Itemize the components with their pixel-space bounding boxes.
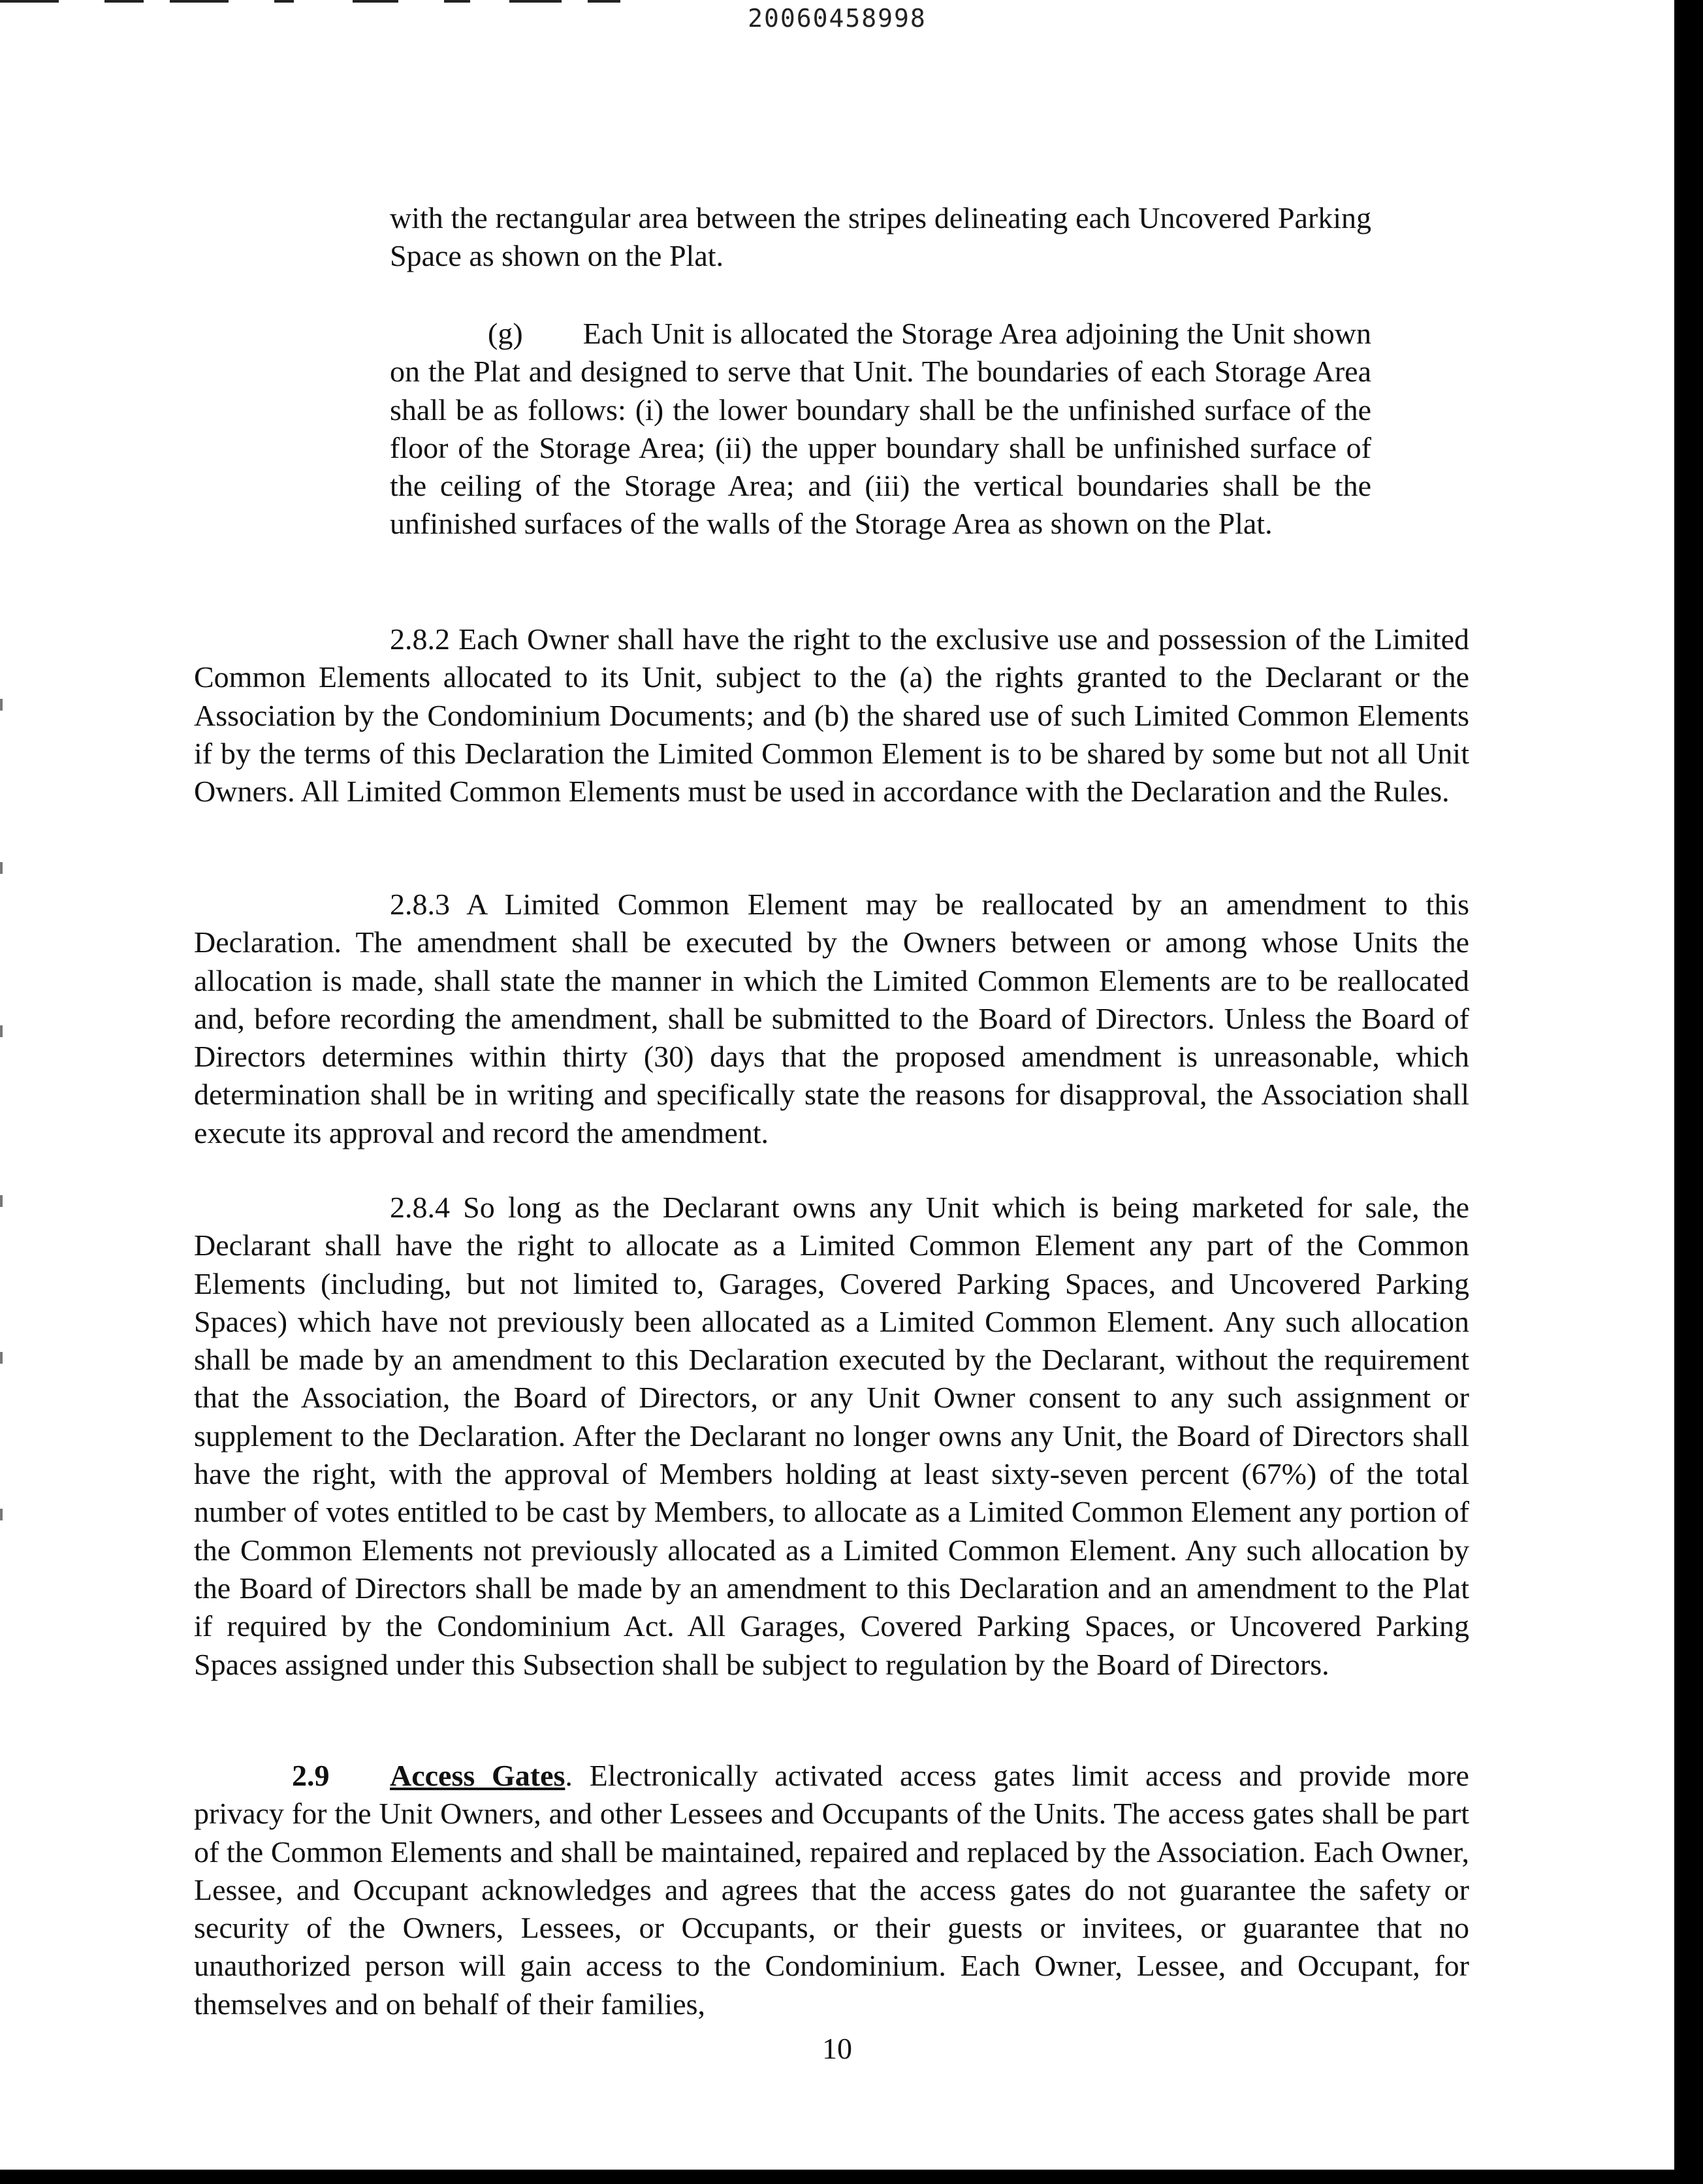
scan-top-rule [104,0,144,3]
page-number: 10 [822,2032,852,2065]
document-number: 20060458998 [748,4,927,33]
section-number: 2.9 [292,1759,330,1792]
paragraph-2-8-2: 2.8.2 Each Owner shall have the right to the exclusive use and possession of the Limited Common Elements allocated to its Unit, subject to the (a) the rights granted to the Declarant or the Association by the Condominium Documents; and (b) the shared use of such Limited Common Elements if by the terms of this Declaration the Limited Common Element is to be shared by some but not all Unit Owners. All Limited Common Elements must be used in accordance with the Declaration and the Rules. [194,622,1469,809]
paragraph-2-8-4: 2.8.4 So long as the Declarant owns any Unit which is being marketed for sale, the Declarant shall have the right to allocate as a Limited Common Element any part of the Common Elements (including, but not limited to, Garages, Covered Parking Spaces, and Uncovered Parking Spaces) which have not previously been allocated as a Limited Common Element. Any such allocation shall be made by an amendment to this Declaration executed by the Declarant, without the requirement that the Association, the Board of Directors, or any Unit Owner consent to any such assignment or supplement to the Declaration. After the Declarant no longer owns any Unit, the Board of Directors shall have the right, with the approval of Members holding at least sixty-seven percent (67%) of the total number of votes entitled to be cast by Members, to allocate as a Limited Common Element any portion of the Common Elements not previously allocated as a Limited Common Element. Any such allocation by the Board of Directors shall be made by an amendment to this Declaration and an amendment to the Plat if required by the Condominium Act. All Garages, Covered Parking Spaces, or Uncovered Parking Spaces assigned under this Subsection shall be subject to regulation by the Board of Directors. [194,1191,1469,1681]
scan-top-rule [588,0,620,3]
scan-top-rule [353,0,398,3]
scan-top-rule [274,0,294,3]
scan-left-mark [0,1509,3,1520]
paragraph-storage-area: (g) Each Unit is allocated the Storage Area adjoining the Unit shown on the Plat and designed to serve that Unit. The boundaries of each Storage Area shall be as follows: (i) the lower boundary shall be the unfinished surface of the floor of the Storage Area; (ii) the upper boundary shall be unfinished surface of the ceiling of the Storage Area; and (iii) the vertical boundaries shall be the unfinished surfaces of the walls of the Storage Area as shown on the Plat. [390,317,1371,541]
scan-top-rule [0,0,59,3]
scan-left-mark [0,1025,3,1037]
scan-left-mark [0,1352,3,1364]
scan-top-rule [509,0,562,3]
section-title: Access Gates [390,1759,565,1792]
scan-left-mark [0,1195,3,1207]
scan-top-rule [170,0,229,3]
scan-bottom-border [0,2170,1703,2184]
scan-left-mark [0,699,3,711]
scan-top-rule [444,0,470,3]
paragraph-uncovered-parking: with the rectangular area between the stripes delineating each Uncovered Parking Space as shown on the Plat. [390,201,1371,273]
section-body: . Electronically activated access gates limit access and provide more privacy for the Unit Owners, and other Lessees and Occupants of the Units. The access gates shall be part of the Common Elements and shall be maintained, repaired and replaced by the Association. Each Owner, Lessee, and Occupant acknowledges and agrees that the access gates do not guarantee the safety or security of the Owners, Lessees, or Occupants, or their guests or invitees, or guarantee that no unauthorized person will gain access to the Condominium. Each Owner, Lessee, and Occupant, for themselves and on behalf of their families, [194,1759,1469,2021]
scan-left-mark [0,862,3,874]
section-2-9-access-gates [194,1757,1469,2023]
paragraph-2-8-3: 2.8.3 A Limited Common Element may be reallocated by an amendment to this Declaration. The amendment shall be executed by the Owners between or among whose Units the allocation is made, shall state the manner in which the Limited Common Elements are to be reallocated and, before recording the amendment, shall be submitted to the Board of Directors. Unless the Board of Directors determines within thirty (30) days that the proposed amendment is unreasonable, which determination shall be in writing and specifically state the reasons for disapproval, the Association shall execute its approval and record the amendment. [194,888,1469,1149]
scan-right-border [1674,0,1703,2184]
